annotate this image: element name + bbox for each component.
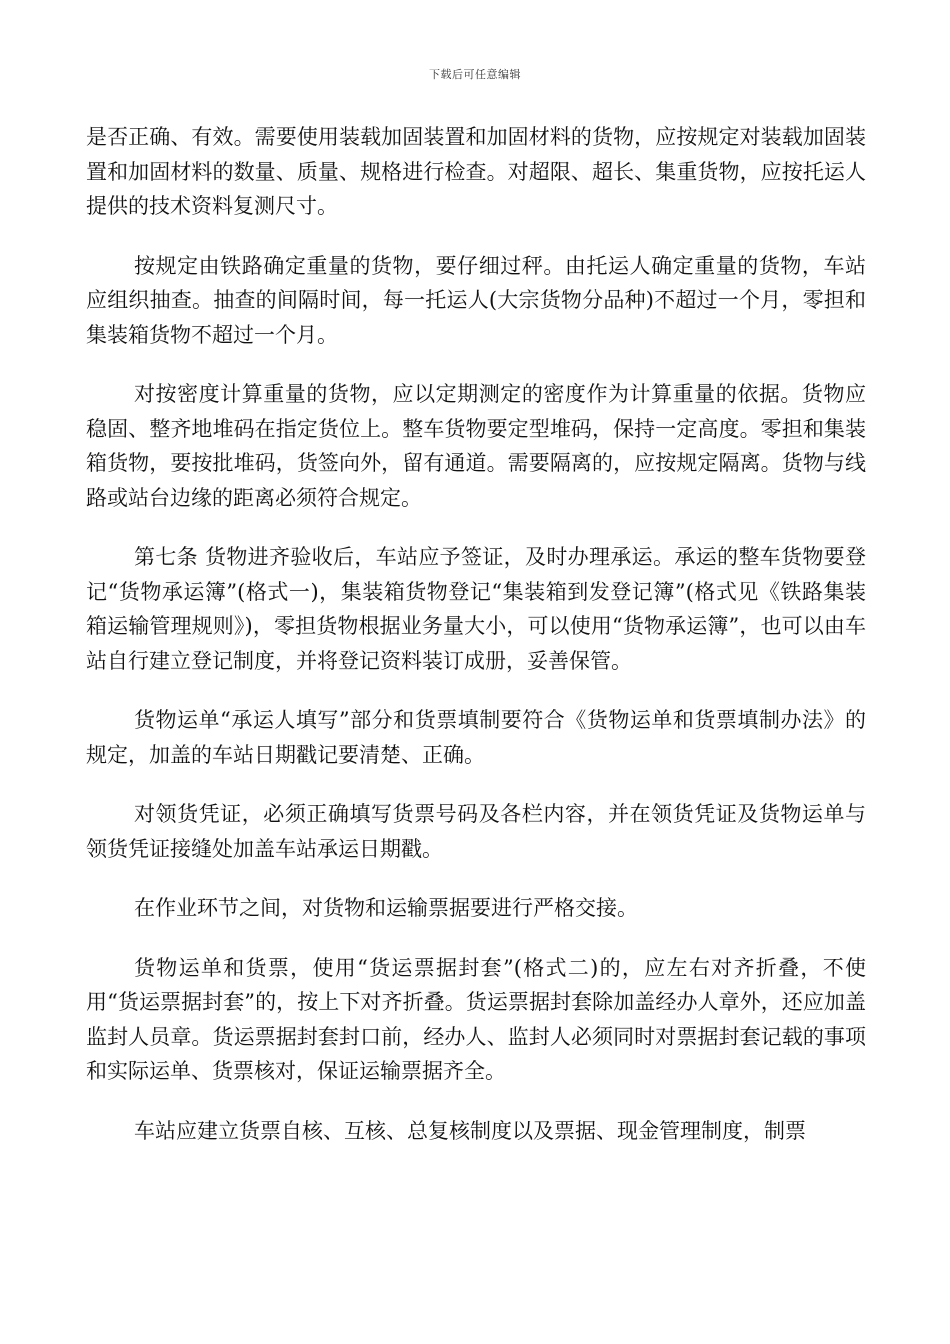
paragraph: 对按密度计算重量的货物，应以定期测定的密度作为计算重量的依据。货物应稳固、整齐地堆码在指定货位上。整车货物要定型堆码，保持一定高度。零担和集装箱货物，要按批堆码，货签向外，留有通道。需要隔离的，应按规定隔离。货物与线路或站台边缘的距离必须符合规定。 [86, 382, 866, 510]
paragraph: 按规定由铁路确定重量的货物，要仔细过秤。由托运人确定重量的货物，车站应组织抽查。抽查的间隔时间，每一托运人(大宗货物分品种)不超过一个月，零担和集装箱货物不超过一个月。 [86, 253, 866, 347]
paragraph: 第七条 货物进齐验收后，车站应予签证，及时办理承运。承运的整车货物要登记“货物承运簿”(格式一)，集装箱货物登记“集装箱到发登记簿”(格式见《铁路集装箱运输管理规则》)，零担货物根据业务量大小，可以使用“货物承运簿”，也可以由车站自行建立登记制度，并将登记资料装订成册，妥善保管。 [86, 545, 866, 673]
paragraph: 货物运单和货票，使用“货运票据封套”(格式二)的，应左右对齐折叠，不使用“货运票据封套”的，按上下对齐折叠。货运票据封套除加盖经办人章外，还应加盖监封人员章。货运票据封套封口前，经办人、监封人必须同时对票据封套记载的事项和实际运单、货票核对，保证运输票据齐全。 [86, 955, 866, 1083]
paragraph: 车站应建立货票自核、互核、总复核制度以及票据、现金管理制度，制票 [134, 1118, 806, 1143]
page-header: 下载后可任意编辑 [429, 68, 521, 81]
paragraph: 货物运单“承运人填写”部分和货票填制要符合《货物运单和货票填制办法》的规定，加盖的车站日期戳记要清楚、正确。 [86, 708, 866, 767]
paragraph: 对领货凭证，必须正确填写货票号码及各栏内容，并在领货凭证及货物运单与领货凭证接缝处加盖车站承运日期戳。 [86, 802, 866, 861]
paragraph: 是否正确、有效。需要使用装载加固装置和加固材料的货物，应按规定对装载加固装置和加固材料的数量、质量、规格进行检查。对超限、超长、集重货物，应按托运人提供的技术资料复测尺寸。 [86, 125, 866, 218]
paragraph: 在作业环节之间，对货物和运输票据要进行严格交接。 [134, 896, 638, 920]
document-body [86, 120, 866, 1173]
